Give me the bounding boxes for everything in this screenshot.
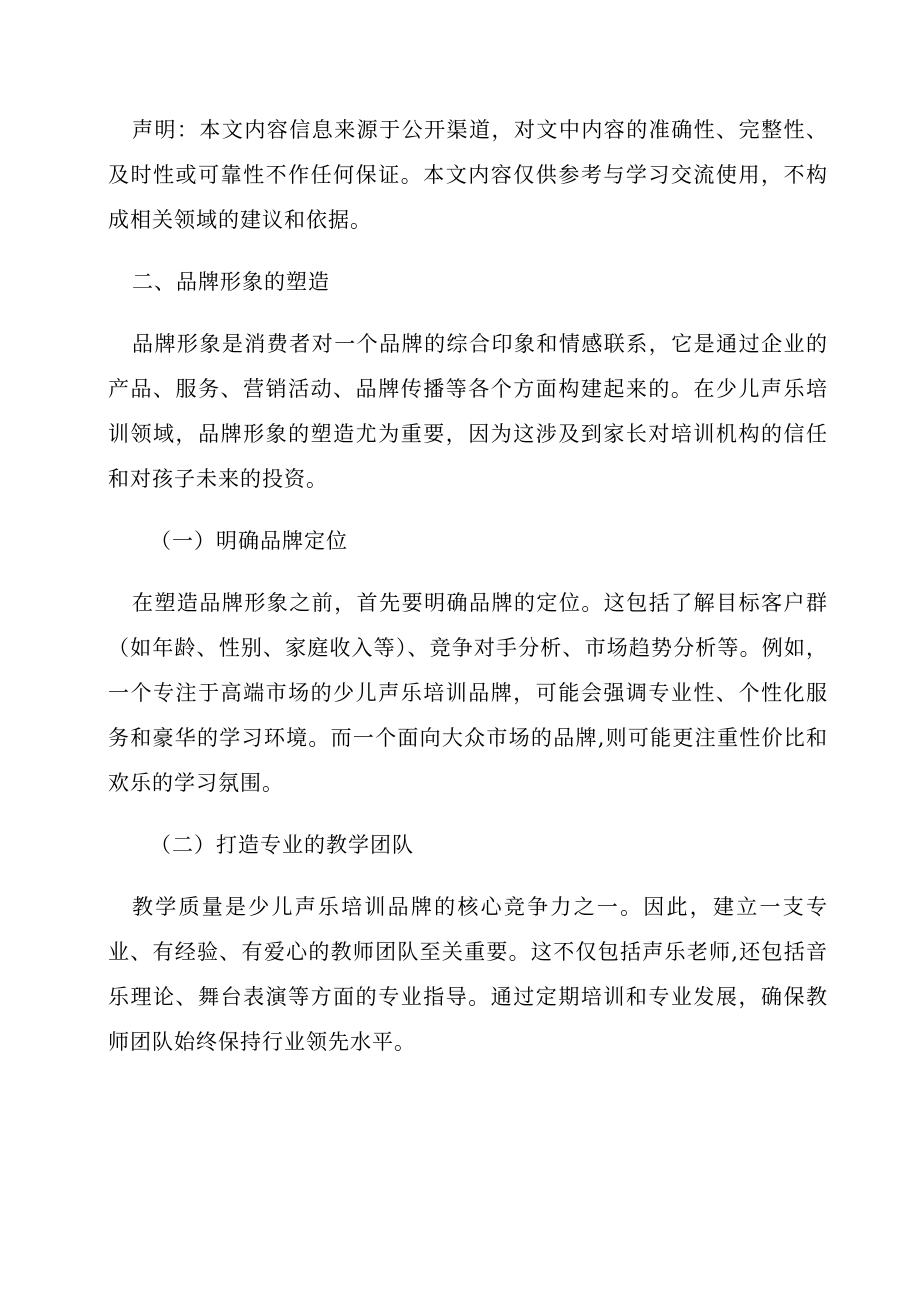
section-title: 二、品牌形象的塑造 [132, 270, 330, 294]
subsection-title-teaching-team: （二）打造专业的教学团队 [150, 833, 414, 857]
subsection-title-brand-positioning: （一）明确品牌定位 [150, 529, 348, 553]
subsection-body-brand-positioning: 在塑造品牌形象之前，首先要明确品牌的定位。这包括了解目标客户群（如年龄、性别、家庭收入等）、竞争对手分析、市场趋势分析等。例如，一个专注于高端市场的少儿声乐培训品牌，可能会强调专业性、个性化服务和豪华的学习环境。而一个面向大众市场的品牌,则可能更注重性价比和欢乐的学习氛围。 [108, 591, 828, 795]
section-intro-paragraph: 品牌形象是消费者对一个品牌的综合印象和情感联系，它是通过企业的产品、服务、营销活动、品牌传播等各个方面构建起来的。在少儿声乐培训领域，品牌形象的塑造尤为重要，因为这涉及到家长对培训机构的信任和对孩子未来的投资。 [108, 332, 828, 491]
subsection-body-teaching-team: 教学质量是少儿声乐培训品牌的核心竞争力之一。因此，建立一支专业、有经验、有爱心的教师团队至关重要。这不仅包括声乐老师,还包括音乐理论、舞台表演等方面的专业指导。通过定期培训和专业发展，确保教师团队始终保持行业领先水平。 [108, 895, 828, 1054]
disclaimer-paragraph: 声明：本文内容信息来源于公开渠道，对文中内容的准确性、完整性、及时性或可靠性不作任何保证。本文内容仅供参考与学习交流使用，不构成相关领域的建议和依据。 [108, 118, 828, 232]
document-page [108, 108, 828, 1065]
